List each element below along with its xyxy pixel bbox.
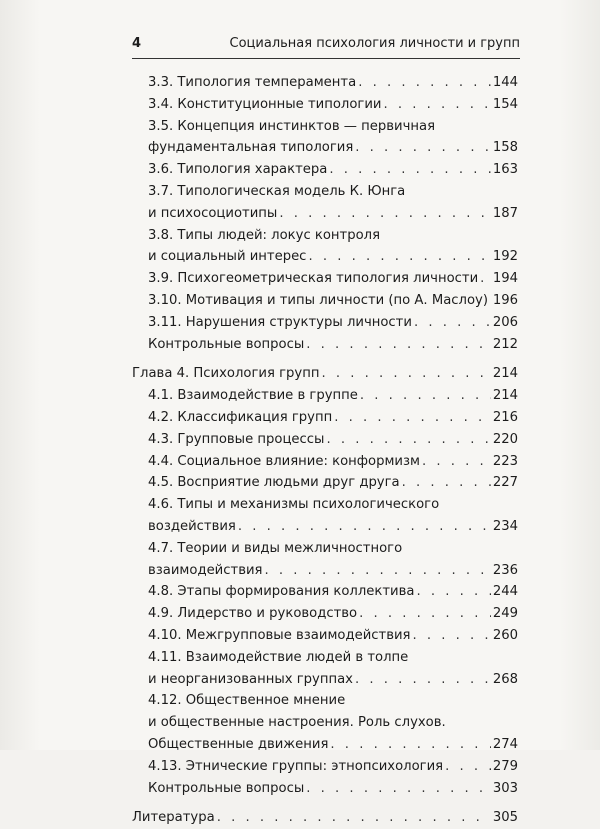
toc-entry-row xyxy=(148,472,518,494)
toc-entry xyxy=(132,116,518,160)
toc-entry-row xyxy=(148,516,518,538)
toc-entry-page-number: 244 xyxy=(492,584,518,600)
toc-entry-page-number: 234 xyxy=(492,518,518,534)
toc-entry-page-number: 260 xyxy=(492,627,518,643)
dot-leader xyxy=(355,137,491,159)
toc-entry-row xyxy=(148,756,518,778)
dot-leader xyxy=(402,472,491,494)
toc-entry-title-line: 3.11. Нарушения структуры личности xyxy=(148,314,412,330)
dot-leader xyxy=(413,625,491,647)
dot-leader xyxy=(359,603,491,625)
toc-entry-title-line: 3.7. Типологическая модель К. Юнга xyxy=(148,183,406,199)
toc-entry xyxy=(132,312,518,334)
toc-entry-title-line: Контрольные вопросы xyxy=(148,780,305,796)
toc-entry xyxy=(132,407,518,429)
toc-entry-row xyxy=(148,429,518,451)
toc-entry-page-number: 249 xyxy=(492,606,518,622)
toc-entry-row xyxy=(148,137,518,159)
toc-entry-title-line: Общественные движения xyxy=(148,736,329,752)
toc-entry-page-number: 196 xyxy=(492,292,518,308)
toc-entry xyxy=(132,159,518,181)
toc-entry-title-line: и общественные настроения. Роль слухов. xyxy=(148,715,446,731)
table-of-contents xyxy=(132,72,518,829)
toc-entry-page-number: 212 xyxy=(492,336,518,352)
toc-entry-page-number: 163 xyxy=(492,162,518,178)
toc-entry-row xyxy=(148,159,518,181)
toc-entry-title-line: 3.10. Мотивация и типы личности (по А. Маслоу) xyxy=(148,292,488,308)
toc-entry-row xyxy=(132,363,518,385)
dot-leader xyxy=(330,734,490,756)
toc-entry-title-line: 4.13. Этнические группы: этнопсихология xyxy=(148,758,444,774)
toc-entry-row xyxy=(148,625,518,647)
toc-entry-row xyxy=(148,72,518,94)
toc-entry-title-line: и психосоциотипы xyxy=(148,205,278,221)
toc-entry-title-line: 4.12. Общественное мнение xyxy=(148,693,346,709)
dot-leader xyxy=(384,94,491,116)
dot-leader xyxy=(306,334,491,356)
toc-entry xyxy=(132,603,518,625)
toc-entry-page-number: 158 xyxy=(492,140,518,156)
toc-entry-title-line: 3.5. Концепция инстинктов — первичная xyxy=(148,118,436,134)
toc-entry-page-number: 187 xyxy=(492,205,518,221)
toc-entry-title-line: 4.1. Взаимодействие в группе xyxy=(148,388,358,404)
toc-entry-title-line: 4.11. Взаимодействие людей в толпе xyxy=(148,649,409,665)
toc-entry-title-line: 4.9. Лидерство и руководство xyxy=(148,606,358,622)
dot-leader xyxy=(306,778,491,800)
toc-entry-page-number: 303 xyxy=(492,780,518,796)
toc-entry-page-number: 223 xyxy=(492,453,518,469)
toc-entry xyxy=(132,429,518,451)
toc-entry-row xyxy=(148,734,518,756)
toc-entry-row xyxy=(132,807,518,829)
toc-entry xyxy=(132,647,518,691)
toc-entry-page-number: 227 xyxy=(492,475,518,491)
toc-entry-row xyxy=(148,407,518,429)
dot-leader xyxy=(445,756,491,778)
toc-entry-row xyxy=(148,246,518,268)
dot-leader xyxy=(480,268,491,290)
toc-entry-row xyxy=(148,268,518,290)
toc-entry-row xyxy=(148,203,518,225)
toc-entry xyxy=(132,363,518,385)
toc-entry-row xyxy=(148,603,518,625)
toc-entry-title-line: 4.5. Восприятие людьми друг друга xyxy=(148,475,400,491)
dot-leader xyxy=(355,669,491,691)
toc-entry-title-line: Литература xyxy=(132,810,215,826)
toc-entry-row xyxy=(148,334,518,356)
dot-leader xyxy=(358,72,491,94)
toc-entry xyxy=(132,451,518,473)
toc-entry xyxy=(132,625,518,647)
toc-entry-row xyxy=(148,451,518,473)
dot-leader xyxy=(238,516,491,538)
toc-entry-title-line: 3.9. Психогеометрическая типология личности xyxy=(148,271,479,287)
toc-entry xyxy=(132,472,518,494)
toc-entry xyxy=(132,385,518,407)
toc-entry-title-line: 3.6. Типология характера xyxy=(148,162,328,178)
toc-entry-row xyxy=(148,94,518,116)
toc-entry xyxy=(132,581,518,603)
toc-entry xyxy=(132,334,518,356)
toc-entry-title-line: воздействия xyxy=(148,518,236,534)
toc-entry-row xyxy=(148,560,518,582)
dot-leader xyxy=(321,363,490,385)
toc-entry-title-line: 4.6. Типы и механизмы психологического xyxy=(148,497,440,513)
toc-entry-page-number: 194 xyxy=(492,271,518,287)
toc-entry-title-line: 4.4. Социальное влияние: конформизм xyxy=(148,453,420,469)
toc-entry-title-line: 3.8. Типы людей: локус контроля xyxy=(148,227,381,243)
toc-entry-page-number: 216 xyxy=(492,409,518,425)
toc-entry xyxy=(132,225,518,269)
toc-entry-title-line: 4.3. Групповые процессы xyxy=(148,431,325,447)
toc-entry xyxy=(132,538,518,582)
toc-entry-title-line: 4.10. Межгрупповые взаимодействия xyxy=(148,627,411,643)
dot-leader xyxy=(414,312,491,334)
toc-entry-page-number: 214 xyxy=(492,366,518,382)
dot-leader xyxy=(360,385,491,407)
dot-leader xyxy=(326,429,490,451)
toc-entry xyxy=(132,494,518,538)
toc-entry-row xyxy=(148,312,518,334)
running-title: Социальная психология личности и групп xyxy=(229,36,520,51)
toc-entry-title-line: взаимодействия xyxy=(148,562,263,578)
toc-entry-row xyxy=(148,385,518,407)
toc-entry-row xyxy=(148,290,518,312)
page-number: 4 xyxy=(132,36,142,51)
dot-leader xyxy=(334,407,491,429)
dot-leader xyxy=(308,246,490,268)
toc-entry-page-number: 236 xyxy=(492,562,518,578)
toc-entry xyxy=(132,807,518,829)
toc-entry-row xyxy=(148,669,518,691)
dot-leader xyxy=(279,203,491,225)
toc-entry-title-line: 4.8. Этапы формирования коллектива xyxy=(148,584,415,600)
toc-entry-title-line: 4.7. Теории и виды межличностного xyxy=(148,540,403,556)
dot-leader xyxy=(264,560,490,582)
toc-entry-page-number: 268 xyxy=(492,671,518,687)
toc-entry-page-number: 279 xyxy=(492,758,518,774)
toc-entry-page-number: 305 xyxy=(492,810,518,826)
toc-entry xyxy=(132,690,518,755)
dot-leader xyxy=(422,451,491,473)
toc-entry-row xyxy=(148,778,518,800)
toc-entry xyxy=(132,778,518,800)
toc-entry-page-number: 154 xyxy=(492,96,518,112)
toc-entry-title-line: 4.2. Классификация групп xyxy=(148,409,333,425)
page-header xyxy=(132,36,520,59)
dot-leader xyxy=(329,159,490,181)
toc-entry xyxy=(132,290,518,312)
toc-entry xyxy=(132,756,518,778)
toc-entry-row xyxy=(148,581,518,603)
toc-entry-page-number: 220 xyxy=(492,431,518,447)
toc-entry-page-number: 214 xyxy=(492,388,518,404)
toc-entry xyxy=(132,181,518,225)
toc-entry-title-line: 3.4. Конституционные типологии xyxy=(148,96,382,112)
dot-leader xyxy=(217,807,491,829)
toc-entry-title-line: 3.3. Типология темперамента xyxy=(148,75,357,90)
toc-entry-title-line: фундаментальная типология xyxy=(148,140,354,156)
toc-entry-title-line: и неорганизованных группах xyxy=(148,671,353,687)
toc-entry xyxy=(132,72,518,94)
toc-entry xyxy=(132,94,518,116)
dot-leader xyxy=(490,290,491,312)
toc-entry-page-number: 192 xyxy=(492,249,518,265)
toc-entry-page-number: 206 xyxy=(492,314,518,330)
dot-leader xyxy=(416,581,490,603)
toc-entry-title-line: Контрольные вопросы xyxy=(148,336,305,352)
toc-entry-page-number: 274 xyxy=(492,736,518,752)
toc-entry-page-number: 144 xyxy=(492,75,518,90)
toc-entry xyxy=(132,268,518,290)
toc-entry-title-line: и социальный интерес xyxy=(148,249,307,265)
toc-entry-title-line: Глава 4. Психология групп xyxy=(132,366,320,382)
